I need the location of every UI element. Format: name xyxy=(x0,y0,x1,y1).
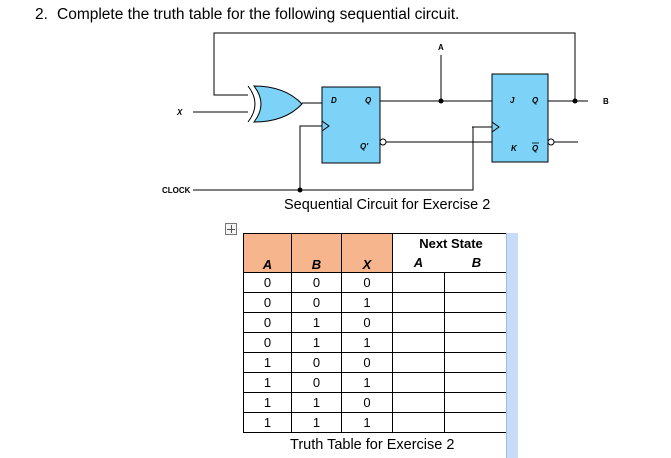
next-state-input-cell[interactable] xyxy=(444,373,510,393)
label-clock: CLOCK xyxy=(162,186,191,195)
table-cell: 1 xyxy=(342,413,393,433)
table-move-handle-icon[interactable] xyxy=(225,223,237,235)
table-cell: 0 xyxy=(342,273,393,293)
table-cell: 1 xyxy=(244,393,292,413)
question-number: 2. xyxy=(35,6,48,23)
next-state-input-cell[interactable] xyxy=(444,393,510,413)
next-state-input-cell[interactable] xyxy=(444,293,510,313)
label-qprime: Q' xyxy=(360,142,369,151)
label-b: B xyxy=(603,97,609,106)
table-cell: 1 xyxy=(244,353,292,373)
label-d: D xyxy=(331,96,337,105)
next-state-input-cell[interactable] xyxy=(393,293,445,313)
label-qbar: Q xyxy=(532,144,539,153)
next-state-input-cell[interactable] xyxy=(393,373,445,393)
table-cell: 1 xyxy=(244,413,292,433)
qbar-bubble xyxy=(548,139,554,145)
next-state-input-cell[interactable] xyxy=(393,273,445,293)
question-body: Complete the truth table for the following sequential circuit. xyxy=(57,6,460,23)
table-row xyxy=(244,273,510,293)
next-state-input-cell[interactable] xyxy=(393,393,445,413)
table-row xyxy=(244,353,510,373)
next-state-input-cell[interactable] xyxy=(444,413,510,433)
table-cell: 1 xyxy=(292,413,342,433)
table-cell: 0 xyxy=(342,353,393,373)
label-q1: Q xyxy=(365,96,372,105)
label-x: X xyxy=(177,108,183,117)
label-a: A xyxy=(438,43,444,52)
table-cell: 0 xyxy=(244,293,292,313)
table-cell: 0 xyxy=(342,313,393,333)
table-cell: 0 xyxy=(244,273,292,293)
qprime-bubble xyxy=(380,139,386,145)
table-cell: 1 xyxy=(292,393,342,413)
table-cell: 1 xyxy=(342,373,393,393)
header-next-state: Next State xyxy=(393,234,510,254)
table-row xyxy=(244,293,510,313)
label-q2: Q xyxy=(532,96,539,105)
next-state-input-cell[interactable] xyxy=(444,273,510,293)
table-cell: 0 xyxy=(292,353,342,373)
table-cell: 0 xyxy=(244,313,292,333)
header-a: A xyxy=(244,234,292,273)
header-x: X xyxy=(342,234,393,273)
xor-gate xyxy=(248,86,302,122)
header-next-b: B xyxy=(444,253,510,273)
table-cell: 0 xyxy=(244,333,292,353)
next-state-input-cell[interactable] xyxy=(393,413,445,433)
table-caption: Truth Table for Exercise 2 xyxy=(290,437,455,453)
table-cell: 1 xyxy=(292,333,342,353)
table-cell: 1 xyxy=(292,313,342,333)
junction-b xyxy=(573,99,578,104)
jk-flipflop xyxy=(492,74,548,162)
header-b: B xyxy=(292,234,342,273)
label-k: K xyxy=(511,144,517,153)
column-resize-strip[interactable] xyxy=(506,233,518,458)
table-cell: 0 xyxy=(292,293,342,313)
next-state-input-cell[interactable] xyxy=(444,353,510,373)
next-state-input-cell[interactable] xyxy=(444,313,510,333)
table-cell: 0 xyxy=(292,273,342,293)
table-row xyxy=(244,333,510,353)
table-cell: 1 xyxy=(244,373,292,393)
header-next-a: A xyxy=(393,253,445,273)
table-cell: 0 xyxy=(342,393,393,413)
table-row xyxy=(244,313,510,333)
next-state-input-cell[interactable] xyxy=(393,353,445,373)
table-cell: 1 xyxy=(342,333,393,353)
next-state-input-cell[interactable] xyxy=(393,313,445,333)
junction-clock xyxy=(298,188,303,193)
next-state-input-cell[interactable] xyxy=(393,333,445,353)
table-row xyxy=(244,413,510,433)
table-cell: 1 xyxy=(342,293,393,313)
wire-clock-to-dff xyxy=(300,126,322,190)
table-row xyxy=(244,373,510,393)
junction-a xyxy=(439,99,444,104)
circuit-caption: Sequential Circuit for Exercise 2 xyxy=(284,197,491,213)
table-cell: 0 xyxy=(292,373,342,393)
table-row xyxy=(244,393,510,413)
next-state-input-cell[interactable] xyxy=(444,333,510,353)
label-j: J xyxy=(510,96,515,105)
truth-table xyxy=(243,233,510,433)
